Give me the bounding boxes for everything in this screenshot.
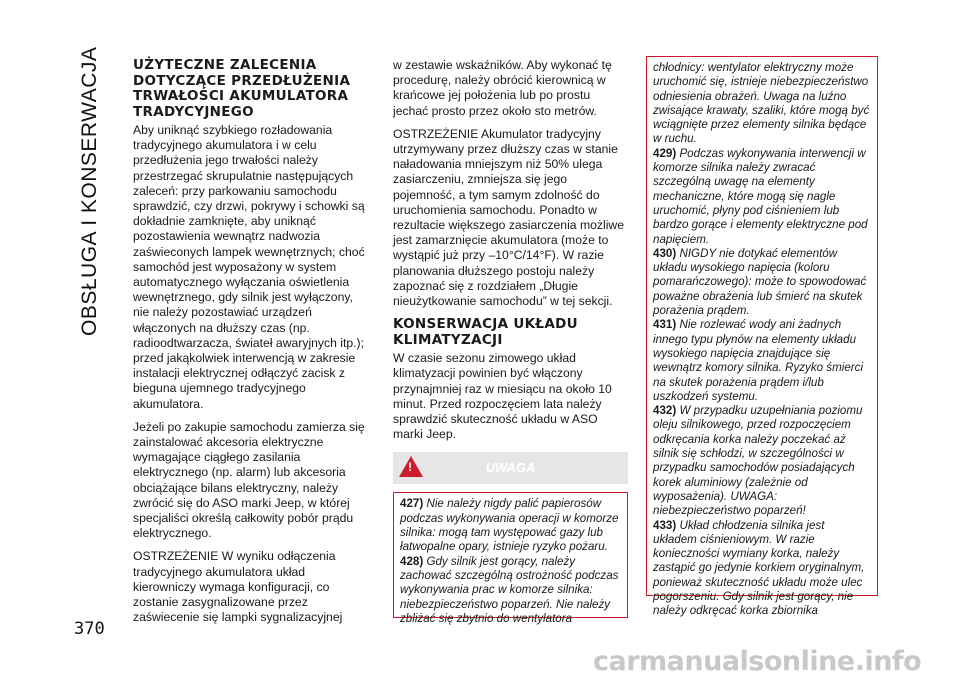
warning-item: 433) Układ chłodzenia silnika jest układem ciśnieniowym. W razie konieczności wymiany korka, należy zastąpić go jedynie korkiem oryginalnym, ponieważ skuteczność układu może ulec pogorszeniu. Gdy silnik jest gorący, nie należy odkręcać korka zbiornika (653, 518, 865, 618)
warning-item: 430) NIGDY nie dotykać elementów układu wysokiego napięcia (koloru pomarańczowego): może to spowodować poważne obrażenia lub śmierć na skutek porażenia prądem. (653, 246, 867, 318)
paragraph: W czasie sezonu zimowego układ klimatyzacji powinien być włączony przynajmniej raz w miesiącu na około 10 minut. Przed rozpoczęciem lata należy sprawdzić skuteczność układu w ASO marki Jeep. (393, 351, 612, 442)
climate-heading: KONSERWACJA UKŁADU KLIMATYZACJI (393, 316, 578, 348)
warning-item: 432) W przypadku uzupełniania poziomu oleju silnikowego, przed rozpoczęciem odkręcania korka należy poczekać aż silnik się schłodzi, w szczególności w przypadku samochodów posiadających korek aluminiowy (zależnie od wyposażenia). UWAGA: niebezpieczeństwo poparzeń! (653, 404, 863, 518)
column-2 (393, 58, 628, 625)
column-3 (646, 58, 878, 618)
paragraph: OSTRZEŻENIE Akumulator tradycyjny utrzymywany przez dłuższy czas w stanie naładowania mniejszym niż 50% ulega zasiarczeniu, zmniejsza się jego pojemność, a tym samym zdolność do uruchomienia samochodu. Ponadto w rezultacie większego zasiarczenia możliwe jest zamarznięcie akumulatora (może to wystąpić już przy –10°C/14°F). W razie planowania dłuższego postoju należy zapoznać się z rozdziałem „Długie nieużytkowanie samochodu” w tej sekcji. (393, 126, 624, 309)
warning-box (393, 492, 628, 625)
section-title-vertical (78, 46, 102, 336)
exclamation-icon: ! (408, 460, 412, 475)
warning-header (393, 452, 628, 484)
warning-item: 429) Podczas wykonywania interwencji w komorze silnika należy zwracać szczególną uwagę na elementy mechaniczne, które mogą się nagle uruchomić, płyny pod ciśnieniem lub bardzo gorące i elementy elektryczne pod napięciem. (653, 146, 868, 246)
page-number: 370 (74, 619, 105, 639)
paragraph: Jeżeli po zakupie samochodu zamierza się zainstalować akcesoria elektryczne wymagające ciągłego zasilania elektrycznego (np. alarm) lub akcesoria obciążające bilans elektryczny, należy zwrócić się do ASO marki Jeep, w której specjaliści określą całkowity pobór prądu elektrycznego. (133, 419, 365, 541)
watermark: carmanualsonline.info (593, 646, 922, 677)
warning-item: 427) Nie należy nigdy palić papierosów podczas wykonywania operacji w komorze silnika: mogą tam występować gazy lub łatwopalne opary, istnieje ryzyko pożaru. (400, 497, 619, 554)
warning-box-continued (646, 56, 878, 618)
paragraph: OSTRZEŻENIE W wyniku odłączenia tradycyjnego akumulatora układ kierowniczy wymaga konfiguracji, co zostanie zasygnalizowane przez zaświecenie się lampki sygnalizacyjnej (133, 549, 343, 625)
column-1 (133, 58, 368, 634)
paragraph: Aby uniknąć szybkiego rozładowania tradycyjnego akumulatora i w celu przedłużenia jego trwałości należy przestrzegać skrupulatnie następujących zaleceń: przy parkowaniu samochodu sprawdzić, czy drzwi, pokrywy i schowki są dokładnie zamknięte, aby uniknąć pozostawienia wewnątrz nadwozia zaświeconych lampek wewnętrznych; choć samochód jest wyposażony w system automatycznego wyłączania oświetlenia wewnętrznego, gdy silnik jest wyłączony, nie należy pozostawiać urządzeń włączonych na dłuższy czas (np. radioodtwarzacza, świateł awaryjnych itp.); przed jakąkolwiek interwencją w zakresie instalacji elektrycznej odłączyć zacisk z bieguna ujemnego tradycyjnego akumulatora. (133, 123, 365, 411)
warning-item: 428) Gdy silnik jest gorący, należy zachować szczególną ostrożność podczas wykonywania prac w komorze silnika: niebezpieczeństwo poparzeń. Nie należy zbliżać się zbytnio do wentylatora (400, 554, 619, 625)
warning-item: 431) Nie rozlewać wody ani żadnych innego typu płynów na elementy układu wysokiego napięcia znajdujące się wewnątrz komory silnika. Ryzyko śmierci na skutek porażenia prądem i/lub uszkodzeń systemu. (653, 318, 864, 403)
battery-heading: UŻYTECZNE ZALECENIA DOTYCZĄCE PRZEDŁUŻENIA TRWAŁOŚCI AKUMULATORA TRADYCYJNEGO (133, 57, 351, 120)
section-title-text: OBSŁUGA I KONSERWACJA (78, 46, 101, 336)
warning-item: chłodnicy: wentylator elektryczny może uruchomić się, istnieje niebezpieczeństwo odniesienia obrażeń. Uwaga na luźno zwisające krawaty, szaliki, które mogą być wciągnięte przez elementy silnika będące w ruchu. (653, 61, 870, 146)
warning-label: UWAGA (485, 460, 536, 476)
paragraph: w zestawie wskaźników. Aby wykonać tę procedurę, należy obrócić kierownicą w krańcowe jej położenia lub po prostu jechać prosto przez około sto metrów. (393, 58, 612, 118)
